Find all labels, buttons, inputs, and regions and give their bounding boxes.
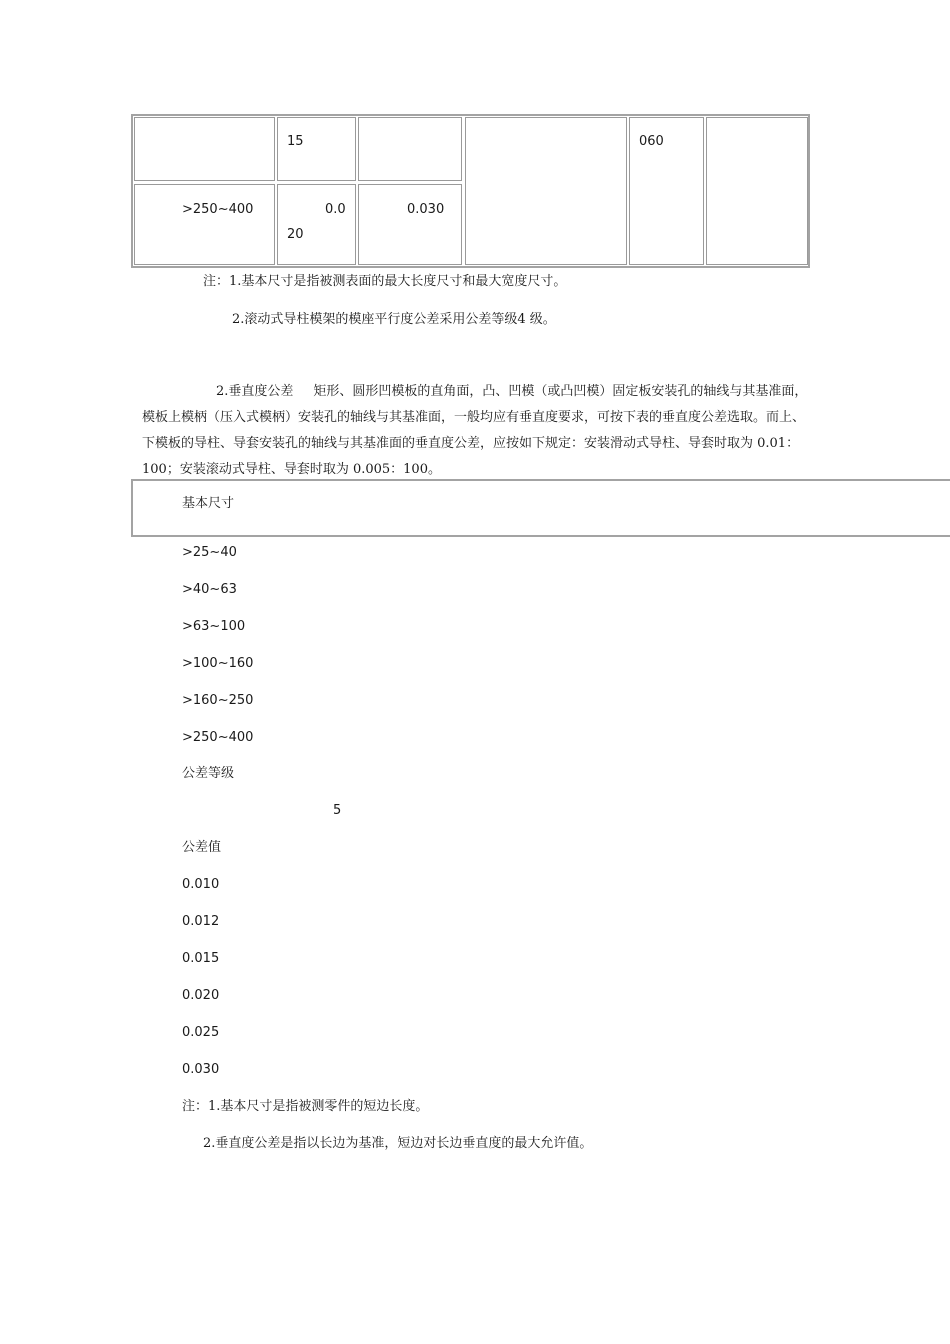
note-2-line-2: 2.垂直度公差是指以长边为基准，短边对长边垂直度的最大允许值。: [203, 1136, 593, 1151]
table-1-c5-text: 060: [639, 134, 664, 149]
tolerance-value: 0.030: [182, 1062, 220, 1077]
grade-label: 公差等级: [182, 766, 235, 781]
tolerance-value: 0.012: [182, 914, 220, 929]
table-1-r1c2-text: 15: [287, 134, 304, 149]
tolerance-value: 0.010: [182, 877, 220, 892]
table-1-r2c3-text: 0.030: [407, 202, 445, 217]
table-1-cell-c6-merged: [706, 117, 808, 265]
tolerance-value: 0.025: [182, 1025, 220, 1040]
table-1-r2c2-text-b: 20: [287, 227, 304, 242]
table-1-cell-r1c1: [134, 117, 275, 181]
table-1-cell-r1c2: [277, 117, 356, 181]
grade-value: 5: [333, 803, 342, 818]
paragraph-text: 矩形、圆形凹模板的直角面，凸、凹模（或凸凹模）固定板安装孔的轴线与其基准面，模板上模柄（压入式模柄）安装孔的轴线与其基准面，一般均应有垂直度要求，可按下表的垂直度公差选取。而上、下模板的导柱、导套安装孔的轴线与其基准面的垂直度公差，应按如下规定：安装滑动式导柱、导套时取为 0.01：100；安装滚动式导柱、导套时取为 0.005：100。: [142, 384, 808, 477]
table-1-cell-c5-merged: [629, 117, 704, 265]
table-1-cell-r2c1: [134, 184, 275, 265]
size-item: >250~400: [182, 730, 254, 745]
table-2-header-box: [131, 479, 950, 537]
table-1-cell-c4-merged: [465, 117, 627, 265]
tolerance-value: 0.015: [182, 951, 220, 966]
table-1-r2c1-text: >250~400: [182, 202, 254, 217]
table-1-cell-r2c2: [277, 184, 356, 265]
table-1-r2c2-text-a: 0.0: [325, 202, 346, 217]
note-1-line-1: 注：1.基本尺寸是指被测表面的最大长度尺寸和最大宽度尺寸。: [203, 274, 567, 289]
table-1-cell-r2c3: [358, 184, 462, 265]
perpendicularity-paragraph: [142, 379, 810, 483]
size-item: >160~250: [182, 693, 254, 708]
note-1-line-2: 2.滚动式导柱模架的模座平行度公差采用公差等级4 级。: [232, 312, 556, 327]
size-item: >25~40: [182, 545, 237, 560]
table-2-header: 基本尺寸: [182, 496, 235, 511]
table-1-cell-r1c3: [358, 117, 462, 181]
value-label: 公差值: [182, 840, 222, 855]
size-item: >40~63: [182, 582, 237, 597]
size-item: >63~100: [182, 619, 246, 634]
paragraph-heading: 2.垂直度公差: [216, 384, 294, 399]
size-item: >100~160: [182, 656, 254, 671]
note-2-line-1: 注：1.基本尺寸是指被测零件的短边长度。: [182, 1099, 429, 1114]
tolerance-value: 0.020: [182, 988, 220, 1003]
